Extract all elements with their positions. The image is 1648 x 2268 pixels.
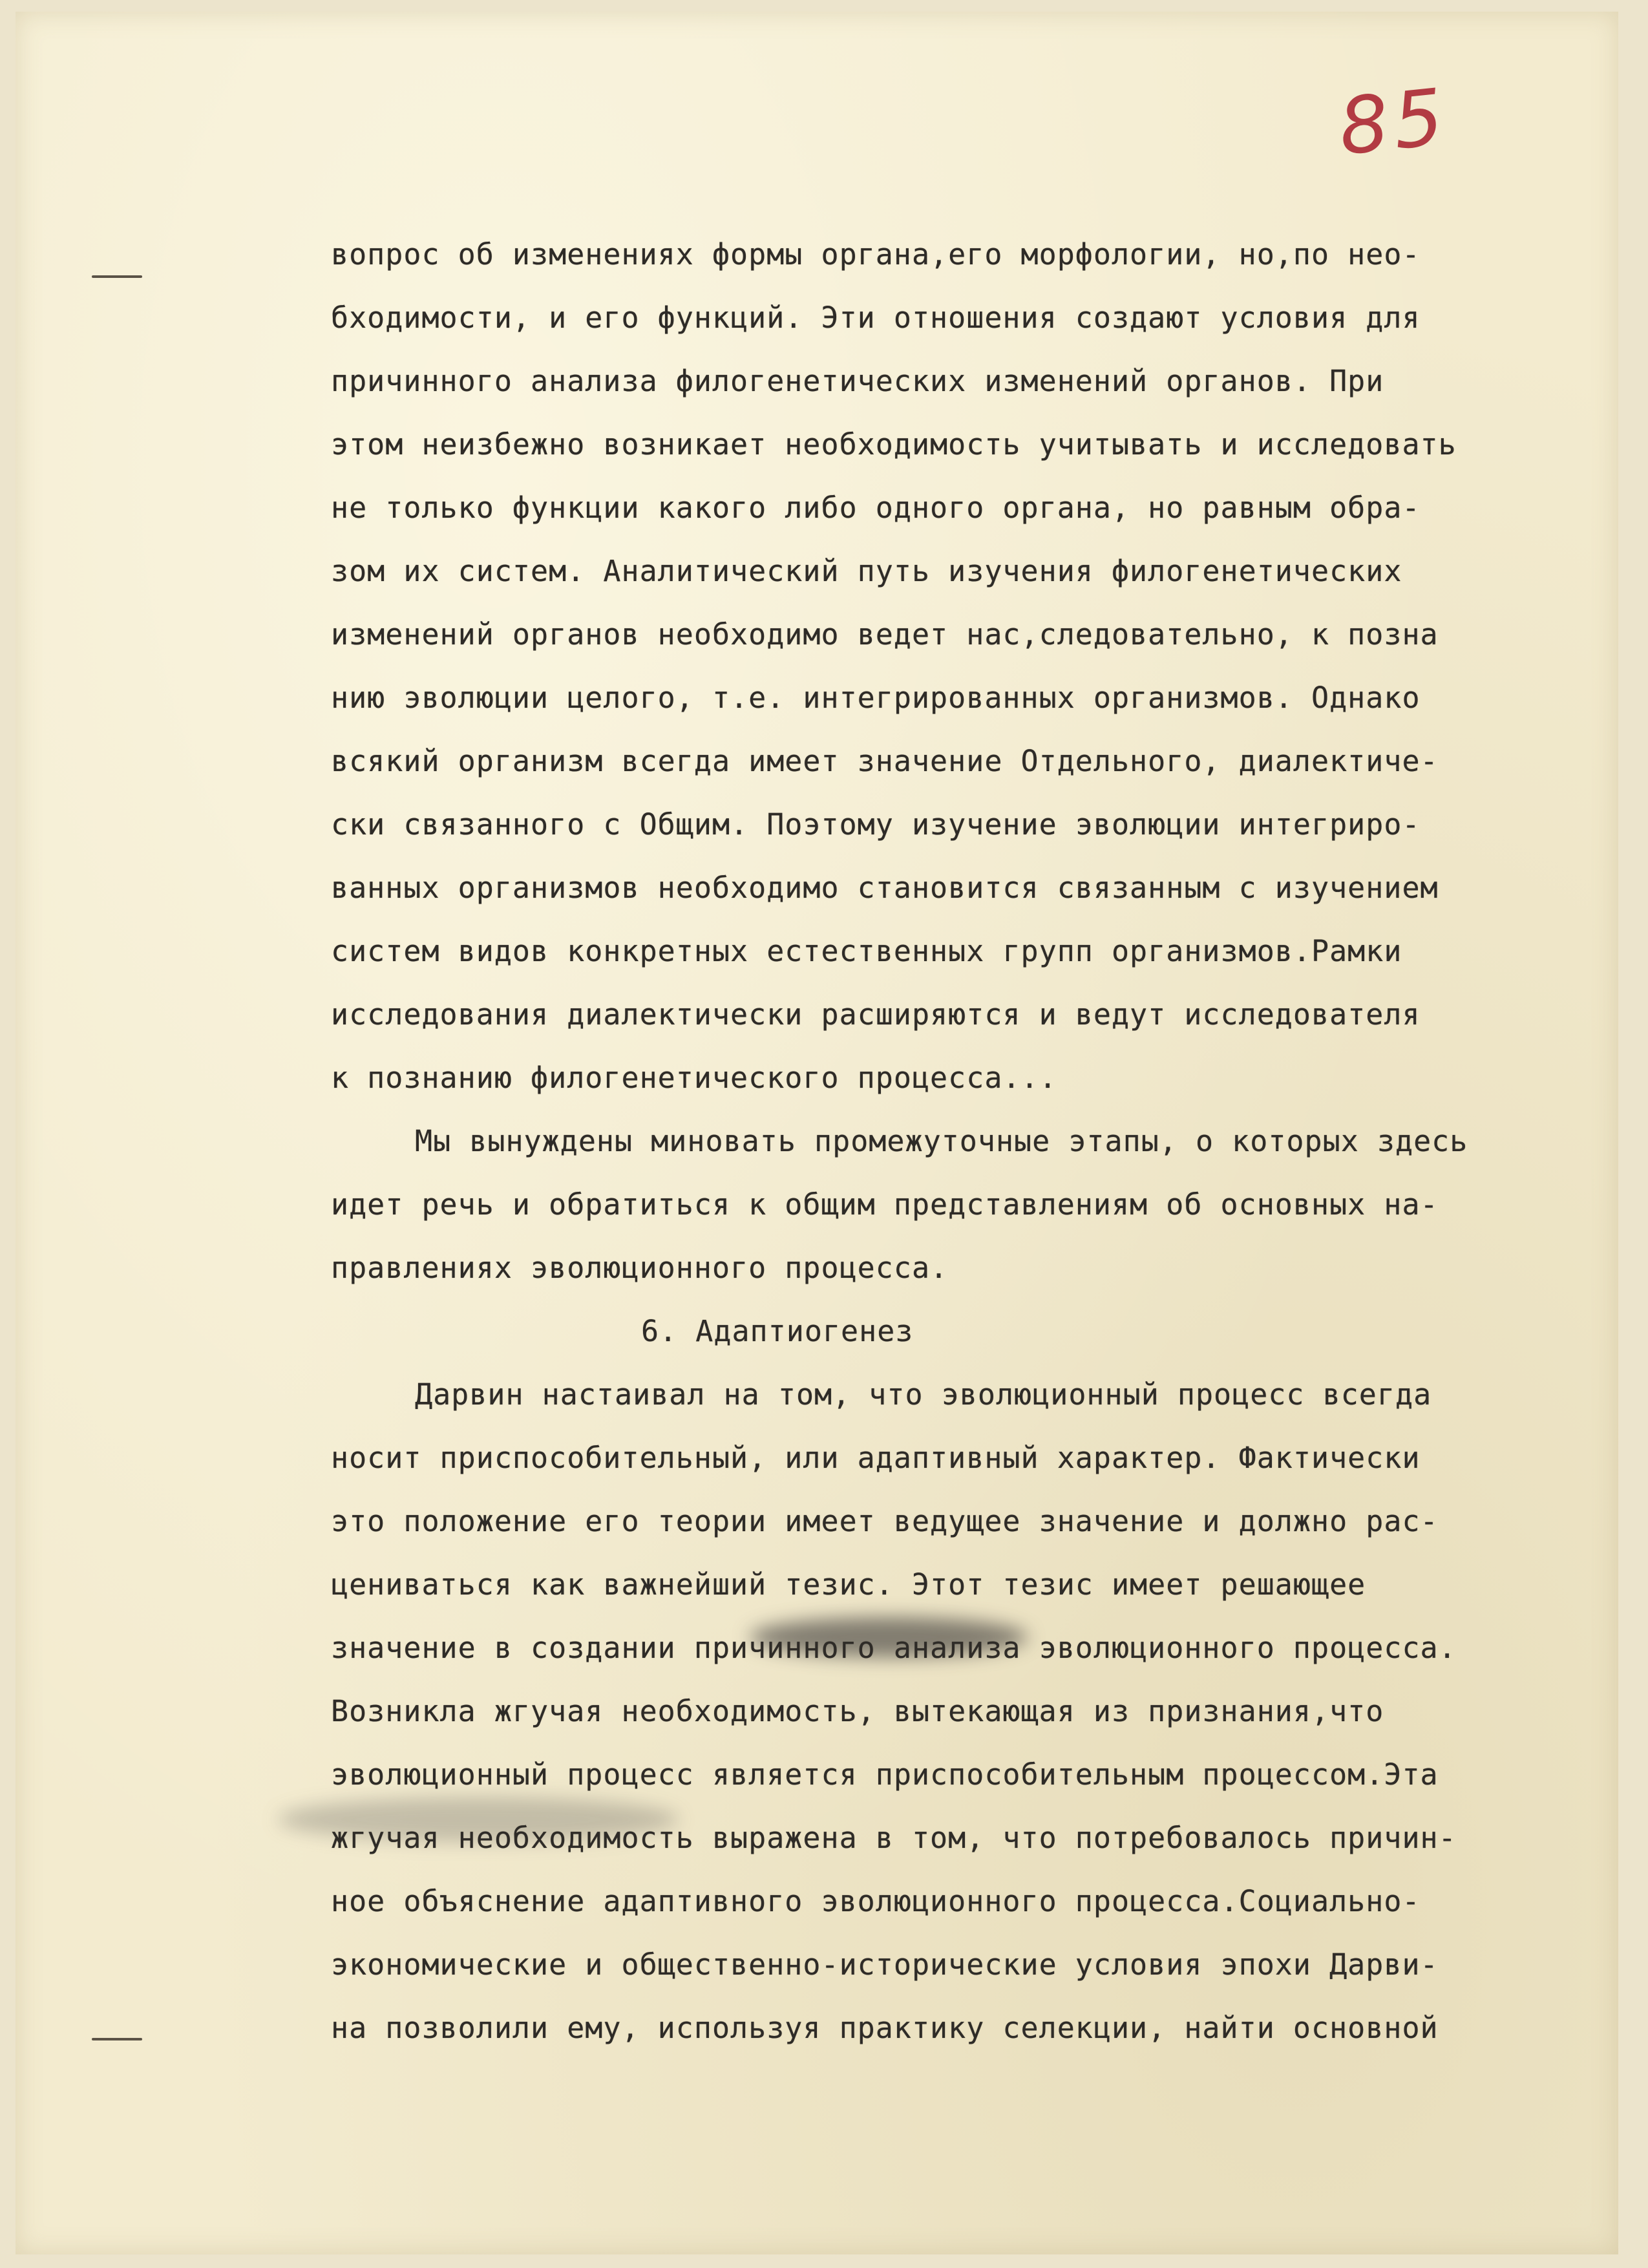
margin-mark (92, 275, 142, 278)
text-line: эволюционный процесс является приспособительным процессом.Эта (331, 1757, 1439, 1792)
text-line: вопрос об изменениях формы органа,его морфологии, но,по нео- (331, 237, 1421, 271)
text-line: цениваться как важнейший тезис. Этот тезис имеет решающее (331, 1567, 1366, 1602)
typewritten-text-body (331, 223, 1578, 2060)
text-line: значение в создании причинного анализа эволюционного процесса. (331, 1631, 1457, 1665)
text-line: зом их систем. Аналитический путь изучения филогенетических (331, 554, 1402, 588)
text-line: систем видов конкретных естественных групп организмов.Рамки (331, 934, 1402, 968)
page-number: 85 (1335, 72, 1453, 173)
text-line: изменений органов необходимо ведет нас,следовательно, к позна (331, 617, 1439, 652)
text-line: этом неизбежно возникает необходимость учитывать и исследовать (331, 427, 1457, 461)
section-heading: 6. Адаптиогенез (641, 1314, 914, 1348)
text-line: экономические и общественно-исторические условия эпохи Дарви- (331, 1947, 1439, 1982)
text-line: к познанию филогенетического процесса... (331, 1061, 1057, 1095)
margin-mark (92, 2038, 142, 2040)
text-line: ванных организмов необходимо становится связанным с изучением (331, 871, 1439, 905)
text-line: носит приспособительный, или адаптивный характер. Фактически (331, 1441, 1421, 1475)
text-line: Возникла жгучая необходимость, вытекающая из признания,что (331, 1694, 1384, 1728)
text-line: ски связанного с Общим. Поэтому изучение эволюции интегриро- (331, 807, 1421, 842)
text-line: это положение его теории имеет ведущее значение и должно рас- (331, 1504, 1439, 1538)
text-line: бходимости, и его функций. Эти отношения создают условия для (331, 301, 1421, 335)
text-line: не только функции какого либо одного органа, но равным обра- (331, 491, 1421, 525)
text-line: Дарвин настаивал на том, что эволюционный процесс всегда (415, 1377, 1432, 1412)
text-line: на позволили ему, используя практику селекции, найти основной (331, 2011, 1439, 2045)
text-line: исследования диалектически расширяются и ведут исследователя (331, 997, 1421, 1032)
text-line: всякий организм всегда имеет значение Отдельного, диалектиче- (331, 744, 1439, 778)
text-line: идет речь и обратиться к общим представлениям об основных на- (331, 1187, 1439, 1222)
text-line: правлениях эволюционного процесса. (331, 1251, 949, 1285)
text-line: жгучая необходимость выражена в том, что потребовалось причин- (331, 1821, 1457, 1855)
text-line: Мы вынуждены миновать промежуточные этапы, о которых здесь (415, 1124, 1468, 1158)
text-line: причинного анализа филогенетических изменений органов. При (331, 364, 1384, 398)
text-line: ное объяснение адаптивного эволюционного процесса.Социально- (331, 1884, 1421, 1918)
text-line: нию эволюции целого, т.е. интегрированных организмов. Однако (331, 681, 1421, 715)
